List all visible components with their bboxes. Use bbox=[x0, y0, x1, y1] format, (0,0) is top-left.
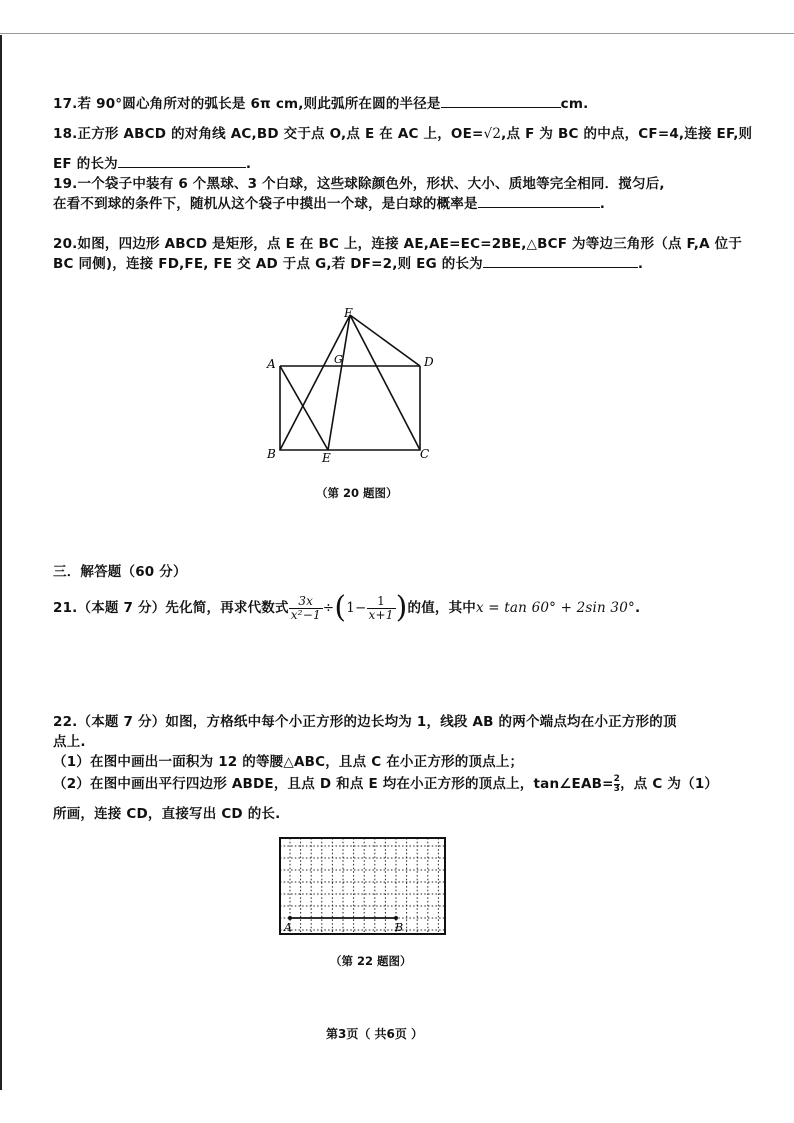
q22-frac-den: 3 bbox=[613, 783, 621, 794]
q22-text-a: 22.（本题 7 分）如图，方格纸中每个小正方形的边长均为 1，线段 AB 的两个端点均在小正方形的顶 bbox=[53, 714, 677, 730]
q19-answer-blank[interactable] bbox=[478, 195, 600, 208]
q22-text-b: 点上. bbox=[53, 734, 86, 750]
page-number: 第3页（ 共6页 ） bbox=[326, 1027, 424, 1041]
q21-prefix: 21.（本题 7 分）先化简，再求代数式 bbox=[53, 600, 289, 616]
q21-fraction-1 bbox=[289, 595, 323, 622]
section-3-title: 三．解答题（60 分） bbox=[53, 564, 187, 580]
q17-answer-blank[interactable] bbox=[441, 95, 561, 108]
label-B: B bbox=[267, 447, 276, 461]
q20-text-b: BC 同侧)，连接 FD,FE, FE 交 AD 于点 G,若 DF=2,则 EG 的长为 bbox=[53, 256, 483, 272]
q22-grid-figure bbox=[275, 835, 450, 940]
q21-right-paren: ) bbox=[395, 590, 408, 625]
label-C: C bbox=[420, 447, 430, 461]
q18-answer-blank[interactable] bbox=[118, 155, 246, 168]
question-20-line2 bbox=[53, 252, 643, 272]
q18-text-b: ,点 F 为 BC 的中点，CF=4,连接 EF,则 bbox=[501, 126, 753, 142]
question-18-line1 bbox=[53, 122, 752, 142]
q21-middle: 的值，其中 bbox=[407, 600, 476, 616]
question-22-part2 bbox=[53, 773, 718, 795]
q22-caption: （第 22 题图） bbox=[330, 954, 412, 968]
point-a bbox=[288, 916, 292, 920]
label-E: E bbox=[322, 451, 331, 465]
point-b bbox=[394, 916, 398, 920]
q20-text-a: 20.如图，四边形 ABCD 是矩形，点 E 在 BC 上，连接 AE,AE=EC=2BE,△BCF 为等边三角形（点 F,A 位于 bbox=[53, 236, 743, 252]
question-22-part1 bbox=[53, 750, 523, 770]
question-22-line1 bbox=[53, 710, 677, 730]
q21-frac2-num: 1 bbox=[367, 595, 396, 609]
segment-fc bbox=[350, 315, 420, 450]
q20-answer-blank[interactable] bbox=[483, 255, 638, 268]
q21-frac1-num: 3x bbox=[289, 595, 323, 609]
q19-text-a: 19.一个袋子中装有 6 个黑球、3 个白球，这些球除颜色外，形状、大小、质地等完全相同．搅匀后, bbox=[53, 176, 665, 192]
q21-end: . bbox=[634, 600, 641, 616]
q20-end: . bbox=[637, 256, 644, 272]
q19-text-b: 在看不到球的条件下，随机从这个袋子中摸出一个球，是白球的概率是 bbox=[53, 196, 478, 212]
q17-unit: cm. bbox=[560, 96, 589, 112]
label-F: F bbox=[344, 306, 353, 320]
grid-label-B: B bbox=[395, 921, 404, 934]
segment-fd bbox=[350, 315, 420, 366]
question-19-line2 bbox=[53, 192, 605, 212]
question-19-line1 bbox=[53, 172, 665, 192]
question-22-part2-line2 bbox=[53, 802, 280, 822]
question-20-line1 bbox=[53, 232, 742, 252]
q22-part1-text: （1）在图中画出一面积为 12 的等腰△ABC，且点 C 在小正方形的顶点上； bbox=[53, 754, 524, 770]
q21-left-paren: ( bbox=[334, 590, 347, 625]
q18-text-c: EF 的长为 bbox=[53, 156, 118, 172]
q18-end: . bbox=[245, 156, 252, 172]
question-21 bbox=[53, 590, 640, 626]
question-18-line2 bbox=[53, 152, 251, 172]
grid-lines bbox=[280, 838, 445, 934]
q20-figure bbox=[255, 300, 455, 470]
label-D: D bbox=[424, 355, 434, 369]
label-G: G bbox=[334, 353, 343, 366]
q22-part2-text-c: 所画，连接 CD，直接写出 CD 的长. bbox=[53, 806, 281, 822]
q17-text: 17.若 90°圆心角所对的弧长是 6π cm,则此弧所在圆的半径是 bbox=[53, 96, 441, 112]
q20-caption: （第 20 题图） bbox=[316, 486, 398, 500]
q22-part2-text-b: ，点 C 为（1） bbox=[620, 776, 719, 792]
page-left-edge bbox=[0, 35, 2, 1090]
section-3-heading bbox=[53, 560, 187, 580]
grid-label-A: A bbox=[284, 921, 292, 934]
q21-frac2-den: x+1 bbox=[368, 607, 394, 622]
question-22-line2 bbox=[53, 730, 86, 750]
grid-border bbox=[280, 838, 445, 934]
q18-text-a: 18.正方形 ABCD 的对角线 AC,BD 交于点 O,点 E 在 AC 上，OE= bbox=[53, 126, 484, 142]
q18-sqrt: √2 bbox=[483, 126, 502, 142]
q19-end: . bbox=[599, 196, 606, 212]
q21-frac1-den: x²−1 bbox=[290, 607, 321, 622]
q21-fraction-2 bbox=[367, 595, 396, 622]
q21-expression: x = tan 60° + 2sin 30° bbox=[476, 600, 635, 616]
q22-part2-text-a: （2）在图中画出平行四边形 ABDE，且点 D 和点 E 均在小正方形的顶点上，tan∠EAB= bbox=[53, 776, 614, 792]
q21-one-minus: 1− bbox=[346, 600, 367, 616]
q22-frac-num: 2 bbox=[613, 773, 621, 784]
question-17 bbox=[53, 92, 588, 112]
label-A: A bbox=[267, 357, 276, 371]
q21-div: ÷ bbox=[322, 600, 335, 616]
page-top-edge bbox=[0, 33, 794, 34]
